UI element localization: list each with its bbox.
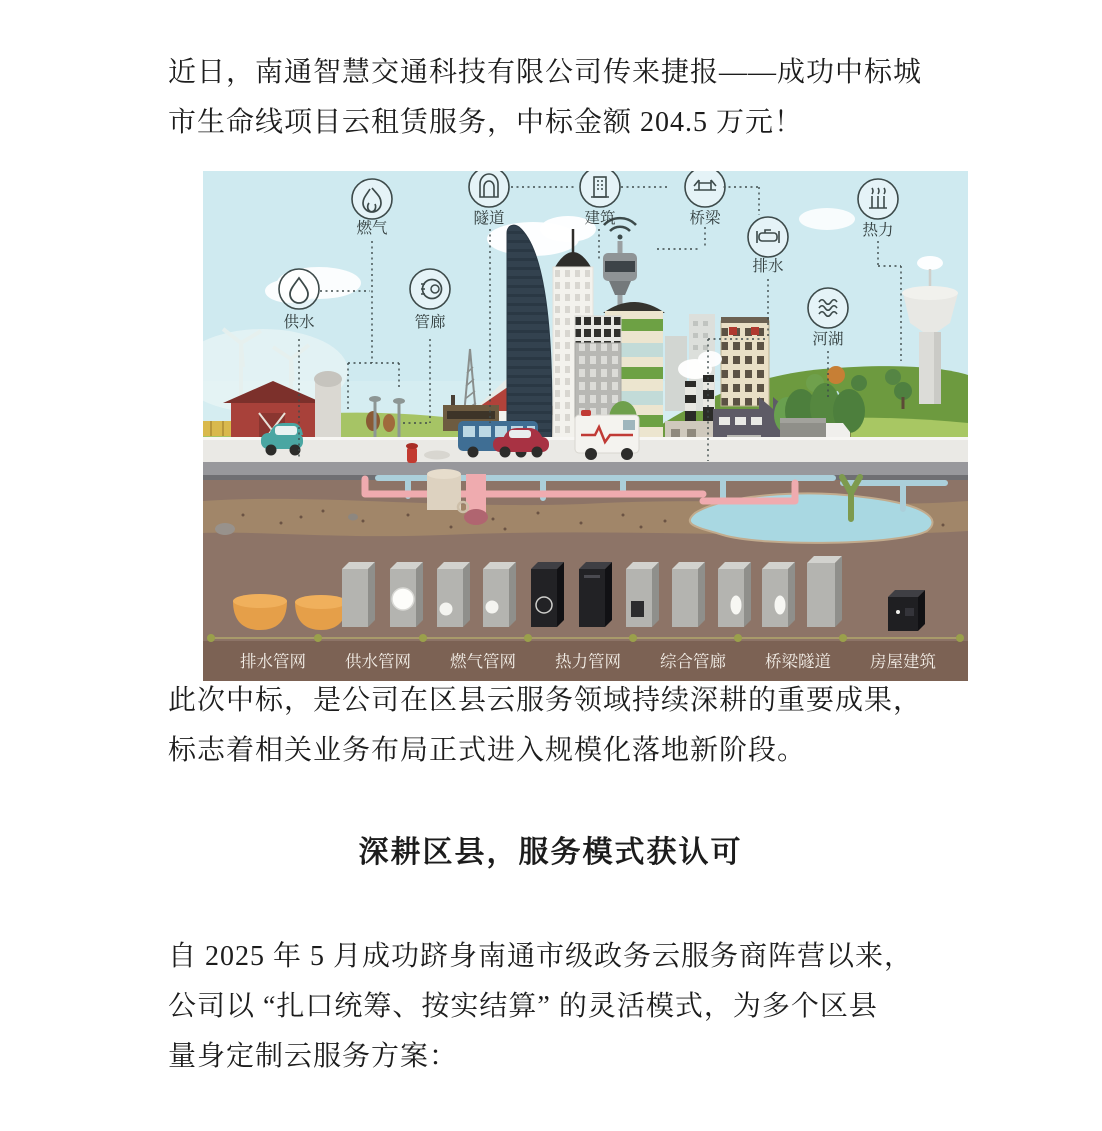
text-line: 标志着相关业务布局正式进入规模化落地新阶段。 [168,735,807,766]
manhole-cover [424,451,450,460]
svg-text:供水: 供水 [283,314,315,331]
sensor-cube-black [888,590,925,631]
sensor-box [762,562,795,627]
fire-hydrant [406,443,418,463]
silo [315,379,341,447]
water-supply-icon [279,269,319,331]
sensor-box-black [579,562,612,627]
ambulance [575,410,639,460]
svg-text:桥梁: 桥梁 [689,210,721,227]
building-icon [580,171,620,227]
sensor-box [483,562,516,627]
tunnel-icon [469,171,509,227]
svg-text:热力: 热力 [862,222,894,239]
pipe-gallery-icon [410,269,450,331]
sensor-box [807,556,842,627]
tan-apartment [721,317,769,406]
sensor-box [390,562,423,627]
svg-text:燃气: 燃气 [356,220,388,237]
river-lake-icon [808,288,848,348]
text-line: 公司以 “扎口统筹、按实结算” 的灵活模式，为多个区县 [168,991,878,1022]
paragraph-3 [168,932,936,1082]
legend-label: 桥梁隧道 [765,653,831,671]
sensor-box [626,562,659,627]
legend-label: 综合管廊 [660,653,726,671]
svg-text:隧道: 隧道 [473,210,505,227]
svg-text:河湖: 河湖 [812,331,844,348]
legend-label: 排水管网 [240,653,306,671]
bridge-icon [685,171,725,227]
text-line: 量身定制云服务方案： [168,1041,459,1072]
sensor-box [437,562,470,627]
legend-label: 供水管网 [345,653,411,671]
heating-icon [858,179,898,239]
svg-text:管廊: 管廊 [414,314,446,331]
section-heading: 深耕区县，服务模式获认可 [358,836,743,869]
legend-label: 热力管网 [555,653,621,671]
gas-icon [352,179,392,237]
sensor-box [718,562,751,627]
paragraph-2 [168,676,936,776]
sensor-box [342,562,375,627]
text-line: 近日，南通智慧交通科技有限公司传来捷报——成功中标城 [168,57,923,88]
sensor-box [672,562,705,627]
city-lifeline-illustration [203,171,968,681]
svg-text:建筑: 建筑 [584,210,616,227]
text-line: 市生命线项目云租赁服务，中标金额 204.5 万元！ [168,107,804,138]
svg-text:排水: 排水 [752,258,784,275]
drainage-icon [748,217,788,275]
paragraph-1 [168,48,936,148]
text-line: 此次中标，是公司在区县云服务领域持续深耕的重要成果， [168,685,923,716]
legend-label: 房屋建筑 [870,653,936,671]
text-line: 自 2025 年 5 月成功跻身南通市级政务云服务商阵营以来， [168,941,914,972]
legend-label: 燃气管网 [450,653,516,671]
sensor-box-black [531,562,564,627]
